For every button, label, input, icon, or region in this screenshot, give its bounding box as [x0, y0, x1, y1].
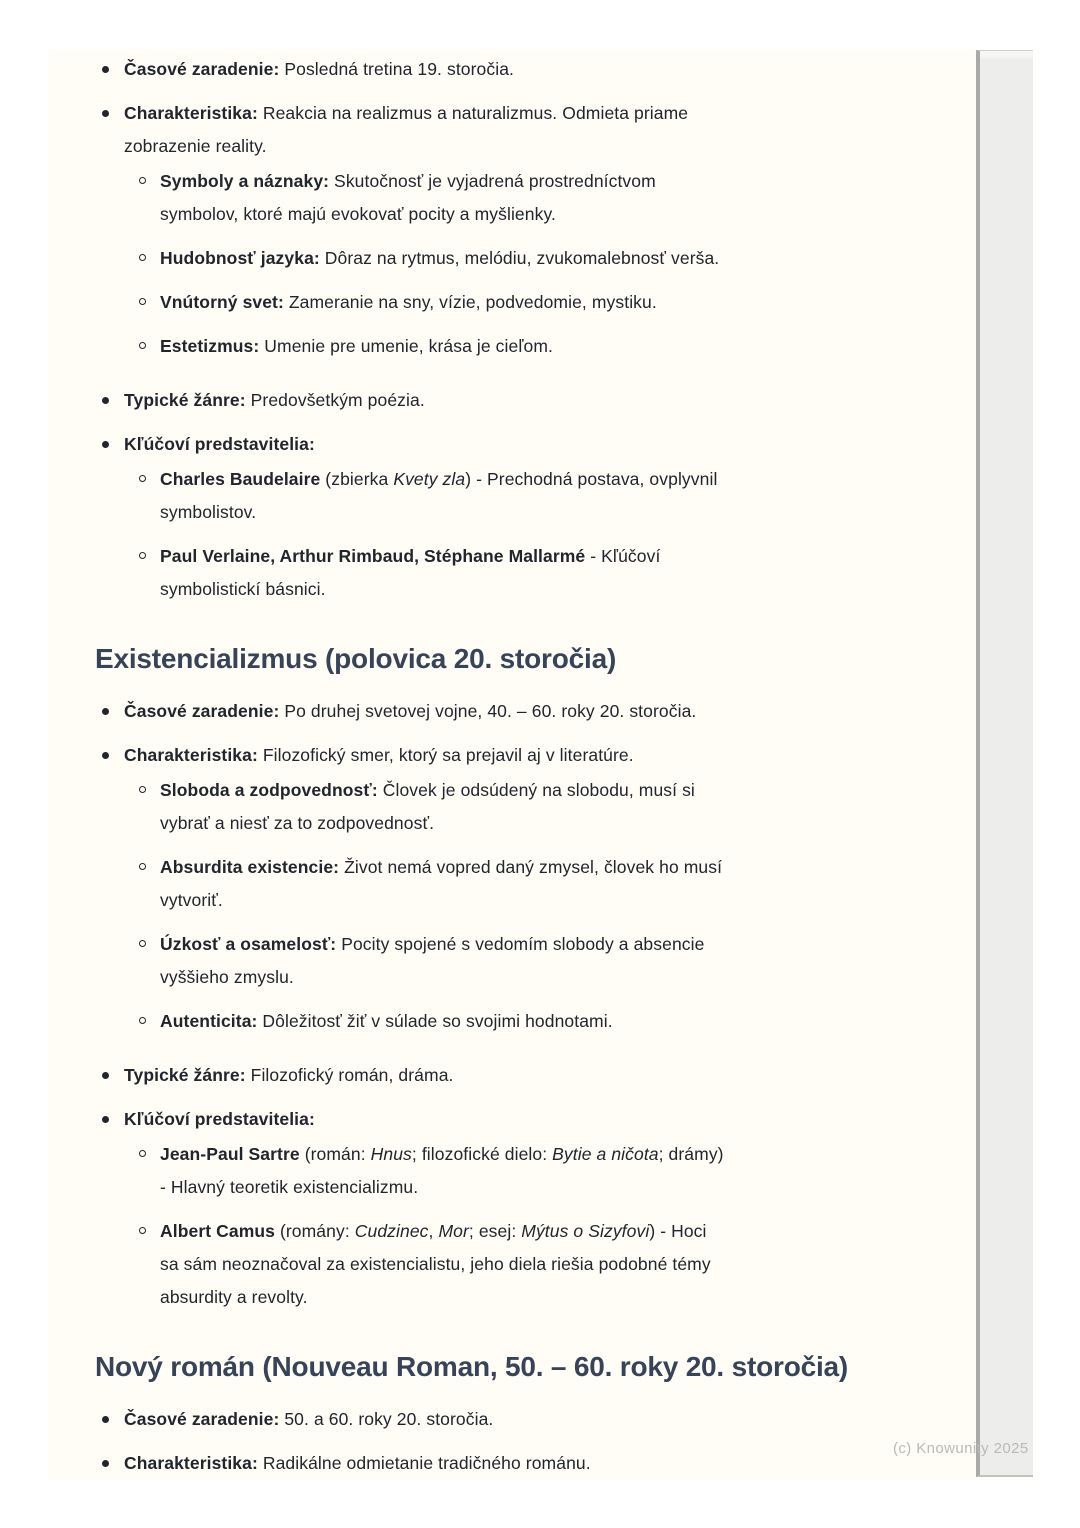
- text-run: ) - Prechodná postava, ovplyvnil: [465, 469, 718, 489]
- text-run: Bytie a ničota: [552, 1144, 659, 1164]
- section-heading: Nový román (Nouveau Roman, 50. – 60. roky 20. storočia): [95, 1351, 849, 1382]
- text-run: zobrazenie reality.: [124, 136, 267, 156]
- text-run: ; filozofické dielo:: [411, 1144, 553, 1164]
- text-run: symbolistickí básnici.: [160, 579, 326, 599]
- bullet-item: [95, 428, 857, 461]
- text-run: Charakteristika:: [124, 745, 258, 765]
- bullet-item: [95, 1103, 857, 1136]
- text-run: Charakteristika:: [124, 1453, 258, 1473]
- text-run: Albert Camus: [160, 1221, 275, 1241]
- bullet-dot-icon: [102, 110, 109, 117]
- bullet-dot-icon: [102, 66, 109, 73]
- text-run: Absurdita existencie:: [160, 857, 340, 877]
- text-run: sa sám neoznačoval za existencialistu, jeho diela riešia podobné témy: [160, 1254, 711, 1274]
- section-heading: Existencializmus (polovica 20. storočia): [95, 643, 617, 674]
- text-run: absurdity a revolty.: [160, 1287, 308, 1307]
- text-run: Predovšetkým poézia.: [245, 390, 425, 410]
- bullet-circle-icon: [139, 1227, 146, 1234]
- sub-bullet-item: [95, 774, 857, 840]
- document-page: [48, 49, 1033, 1480]
- bullet-item: [95, 384, 857, 417]
- watermark-text: (c) Knowunity 2025: [893, 1440, 1029, 1457]
- text-run: Úzkosť a osamelosť:: [160, 934, 337, 954]
- text-run: Charakteristika:: [124, 103, 258, 123]
- sub-bullet-item: [95, 540, 857, 606]
- sub-bullet-item: [95, 330, 857, 363]
- bullet-circle-icon: [139, 552, 146, 559]
- text-run: Filozofický smer, ktorý sa prejavil aj v literatúre.: [257, 745, 634, 765]
- bullet-dot-icon: [102, 752, 109, 759]
- bullet-dot-icon: [102, 1460, 109, 1467]
- text-run: ; esej:: [468, 1221, 522, 1241]
- bullet-dot-icon: [102, 441, 109, 448]
- text-run: Sloboda a zodpovednosť:: [160, 780, 378, 800]
- text-run: Časové zaradenie:: [124, 59, 280, 79]
- text-run: ; drámy): [658, 1144, 724, 1164]
- bullet-circle-icon: [139, 254, 146, 261]
- bullet-item: [95, 53, 857, 86]
- sub-bullet-item: [95, 1215, 857, 1314]
- text-run: Hudobnosť jazyka:: [160, 248, 320, 268]
- sub-bullet-item: [95, 928, 857, 994]
- bullet-dot-icon: [102, 1416, 109, 1423]
- text-run: Jean-Paul Sartre: [160, 1144, 300, 1164]
- bullet-dot-icon: [102, 1116, 109, 1123]
- text-run: Charles Baudelaire: [160, 469, 321, 489]
- text-run: Človek je odsúdený na slobodu, musí si: [377, 780, 695, 800]
- text-run: - Kľúčoví: [585, 546, 661, 566]
- text-run: Mýtus o Sizyfovi: [521, 1221, 650, 1241]
- bullet-circle-icon: [139, 1017, 146, 1024]
- text-run: (román:: [299, 1144, 371, 1164]
- text-run: Kľúčoví predstavitelia:: [124, 434, 315, 454]
- bullet-circle-icon: [139, 298, 146, 305]
- text-run: Zameranie na sny, vízie, podvedomie, mystiku.: [283, 292, 657, 312]
- sub-bullet-item: [95, 851, 857, 917]
- text-run: Filozofický román, dráma.: [245, 1065, 454, 1085]
- scrollbar-track[interactable]: [976, 50, 1033, 1477]
- sub-bullet-item: [95, 165, 857, 231]
- bullet-item: [95, 97, 857, 163]
- text-run: ,: [428, 1221, 439, 1241]
- text-run: Kvety zla: [393, 469, 466, 489]
- bullet-dot-icon: [102, 397, 109, 404]
- text-run: Hnus: [370, 1144, 412, 1164]
- text-run: (romány:: [274, 1221, 355, 1241]
- sub-bullet-item: [95, 242, 857, 275]
- sub-bullet-item: [95, 286, 857, 319]
- document-content: [95, 49, 857, 1480]
- text-run: Umenie pre umenie, krása je cieľom.: [259, 336, 554, 356]
- text-run: Časové zaradenie:: [124, 701, 280, 721]
- text-run: Vnútorný svet:: [160, 292, 284, 312]
- sub-bullet-item: [95, 1005, 857, 1038]
- sub-bullet-item: [95, 1138, 857, 1204]
- bullet-circle-icon: [139, 475, 146, 482]
- text-run: Po druhej svetovej vojne, 40. – 60. roky 20. storočia.: [279, 701, 697, 721]
- text-run: Typické žánre:: [124, 390, 246, 410]
- text-run: vytvoriť.: [160, 890, 223, 910]
- text-run: ) - Hoci: [649, 1221, 707, 1241]
- text-run: Dôraz na rytmus, melódiu, zvukomalebnosť verša.: [319, 248, 720, 268]
- text-run: Cudzinec: [354, 1221, 429, 1241]
- text-run: Mor: [438, 1221, 469, 1241]
- text-run: Kľúčoví predstavitelia:: [124, 1109, 315, 1129]
- text-run: symbolistov.: [160, 502, 257, 522]
- text-run: Dôležitosť žiť v súlade so svojimi hodnotami.: [257, 1011, 613, 1031]
- text-run: symbolov, ktoré majú evokovať pocity a myšlienky.: [160, 204, 556, 224]
- bullet-item: [95, 1059, 857, 1092]
- bullet-circle-icon: [139, 342, 146, 349]
- text-run: Reakcia na realizmus a naturalizmus. Odmieta priame: [257, 103, 689, 123]
- text-run: vyššieho zmyslu.: [160, 967, 294, 987]
- bullet-circle-icon: [139, 1150, 146, 1157]
- text-run: Paul Verlaine, Arthur Rimbaud, Stéphane Mallarmé: [160, 546, 586, 566]
- text-run: Skutočnosť je vyjadrená prostredníctvom: [329, 171, 656, 191]
- bullet-circle-icon: [139, 177, 146, 184]
- text-run: Estetizmus:: [160, 336, 260, 356]
- text-run: Symboly a náznaky:: [160, 171, 330, 191]
- text-run: Posledná tretina 19. storočia.: [279, 59, 515, 79]
- bullet-item: [95, 1403, 857, 1436]
- sub-bullet-item: [95, 463, 857, 529]
- bullet-dot-icon: [102, 708, 109, 715]
- text-run: Radikálne odmietanie tradičného románu.: [257, 1453, 591, 1473]
- text-run: 50. a 60. roky 20. storočia.: [279, 1409, 494, 1429]
- bullet-item: [95, 1447, 857, 1480]
- bullet-item: [95, 739, 857, 772]
- bullet-dot-icon: [102, 1072, 109, 1079]
- text-run: Pocity spojené s vedomím slobody a absencie: [336, 934, 705, 954]
- bullet-circle-icon: [139, 786, 146, 793]
- text-run: Typické žánre:: [124, 1065, 246, 1085]
- bullet-circle-icon: [139, 940, 146, 947]
- text-run: Autenticita:: [160, 1011, 258, 1031]
- text-run: - Hlavný teoretik existencializmu.: [160, 1177, 419, 1197]
- text-run: (zbierka: [320, 469, 394, 489]
- bullet-circle-icon: [139, 863, 146, 870]
- text-run: Život nemá vopred daný zmysel, človek ho musí: [339, 857, 723, 877]
- text-run: vybrať a niesť za to zodpovednosť.: [160, 813, 435, 833]
- text-run: Časové zaradenie:: [124, 1409, 280, 1429]
- bullet-item: [95, 695, 857, 728]
